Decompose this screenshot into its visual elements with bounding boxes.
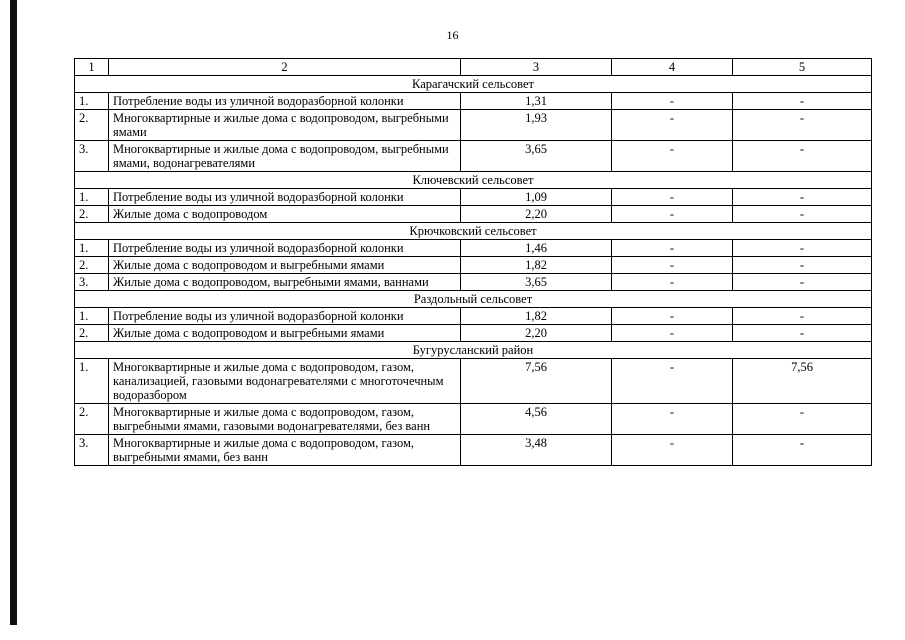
row-number-cell: 3.	[75, 274, 109, 291]
row-value-col5: -	[733, 240, 872, 257]
row-value-col4: -	[612, 141, 733, 172]
table-row	[75, 93, 872, 110]
row-value-col5: -	[733, 189, 872, 206]
row-number-cell: 2.	[75, 325, 109, 342]
table-row	[75, 257, 872, 274]
row-value-col4: -	[612, 206, 733, 223]
row-value-col4: -	[612, 325, 733, 342]
row-description-cell: Потребление воды из уличной водоразборной колонки	[109, 240, 461, 257]
section-title: Крючковский сельсовет	[75, 223, 872, 240]
table-row	[75, 404, 872, 435]
row-value-col3: 1,09	[461, 189, 612, 206]
row-number-cell: 3.	[75, 141, 109, 172]
section-row	[75, 291, 872, 308]
row-value-col3: 1,82	[461, 257, 612, 274]
row-description-cell: Потребление воды из уличной водоразборной колонки	[109, 93, 461, 110]
scan-edge-bar	[10, 0, 17, 625]
row-description-cell: Потребление воды из уличной водоразборной колонки	[109, 308, 461, 325]
row-number-cell: 1.	[75, 240, 109, 257]
row-value-col4: -	[612, 359, 733, 404]
tariff-table-body	[75, 59, 872, 466]
section-row	[75, 223, 872, 240]
row-value-col4: -	[612, 274, 733, 291]
row-description-cell: Жилые дома с водопроводом, выгребными ямами, ваннами	[109, 274, 461, 291]
row-description-cell: Многоквартирные и жилые дома с водопроводом, газом, выгребными ямами, без ванн	[109, 435, 461, 466]
row-value-col5: 7,56	[733, 359, 872, 404]
section-title: Раздольный сельсовет	[75, 291, 872, 308]
row-description-cell: Многоквартирные и жилые дома с водопроводом, газом, выгребными ямами, газовыми водонагревателями, без ванн	[109, 404, 461, 435]
row-value-col4: -	[612, 110, 733, 141]
row-value-col3: 2,20	[461, 325, 612, 342]
row-number-cell: 3.	[75, 435, 109, 466]
row-value-col3: 3,65	[461, 274, 612, 291]
header-cell-2: 2	[109, 59, 461, 76]
table-row	[75, 240, 872, 257]
row-number-cell: 2.	[75, 206, 109, 223]
row-value-col3: 7,56	[461, 359, 612, 404]
row-value-col5: -	[733, 404, 872, 435]
row-value-col3: 1,82	[461, 308, 612, 325]
row-description-cell: Жилые дома с водопроводом и выгребными ямами	[109, 257, 461, 274]
row-value-col3: 2,20	[461, 206, 612, 223]
row-value-col5: -	[733, 274, 872, 291]
row-value-col3: 1,93	[461, 110, 612, 141]
table-row	[75, 110, 872, 141]
row-description-cell: Многоквартирные и жилые дома с водопроводом, газом, канализацией, газовыми водонагревателями с многоточечным водоразбором	[109, 359, 461, 404]
row-number-cell: 2.	[75, 110, 109, 141]
row-value-col4: -	[612, 404, 733, 435]
table-row	[75, 435, 872, 466]
table-row	[75, 206, 872, 223]
row-description-cell: Жилые дома с водопроводом и выгребными ямами	[109, 325, 461, 342]
row-value-col3: 4,56	[461, 404, 612, 435]
header-cell-5: 5	[733, 59, 872, 76]
section-row	[75, 342, 872, 359]
row-description-cell: Потребление воды из уличной водоразборной колонки	[109, 189, 461, 206]
row-number-cell: 1.	[75, 359, 109, 404]
header-row	[75, 59, 872, 76]
section-title: Ключевский сельсовет	[75, 172, 872, 189]
table-row	[75, 141, 872, 172]
row-value-col5: -	[733, 308, 872, 325]
section-row	[75, 172, 872, 189]
row-description-cell: Многоквартирные и жилые дома с водопроводом, выгребными ямами	[109, 110, 461, 141]
header-cell-4: 4	[612, 59, 733, 76]
row-value-col3: 1,46	[461, 240, 612, 257]
row-value-col4: -	[612, 93, 733, 110]
row-value-col4: -	[612, 435, 733, 466]
table-row	[75, 325, 872, 342]
section-title: Бугурусланский район	[75, 342, 872, 359]
row-value-col5: -	[733, 435, 872, 466]
header-cell-1: 1	[75, 59, 109, 76]
row-number-cell: 2.	[75, 257, 109, 274]
page-number: 16	[446, 28, 459, 42]
section-title: Карагачский сельсовет	[75, 76, 872, 93]
row-number-cell: 2.	[75, 404, 109, 435]
table-row	[75, 189, 872, 206]
row-value-col4: -	[612, 240, 733, 257]
row-value-col4: -	[612, 189, 733, 206]
table-row	[75, 274, 872, 291]
row-number-cell: 1.	[75, 93, 109, 110]
row-value-col4: -	[612, 308, 733, 325]
row-value-col3: 3,65	[461, 141, 612, 172]
row-value-col5: -	[733, 325, 872, 342]
table-row	[75, 308, 872, 325]
row-value-col5: -	[733, 257, 872, 274]
row-value-col3: 1,31	[461, 93, 612, 110]
row-value-col4: -	[612, 257, 733, 274]
row-value-col5: -	[733, 141, 872, 172]
row-number-cell: 1.	[75, 189, 109, 206]
row-value-col5: -	[733, 93, 872, 110]
row-value-col5: -	[733, 206, 872, 223]
row-description-cell: Многоквартирные и жилые дома с водопроводом, выгребными ямами, водонагревателями	[109, 141, 461, 172]
row-number-cell: 1.	[75, 308, 109, 325]
header-cell-3: 3	[461, 59, 612, 76]
row-description-cell: Жилые дома с водопроводом	[109, 206, 461, 223]
tariff-table	[74, 58, 872, 466]
table-row	[75, 359, 872, 404]
section-row	[75, 76, 872, 93]
row-value-col5: -	[733, 110, 872, 141]
row-value-col3: 3,48	[461, 435, 612, 466]
